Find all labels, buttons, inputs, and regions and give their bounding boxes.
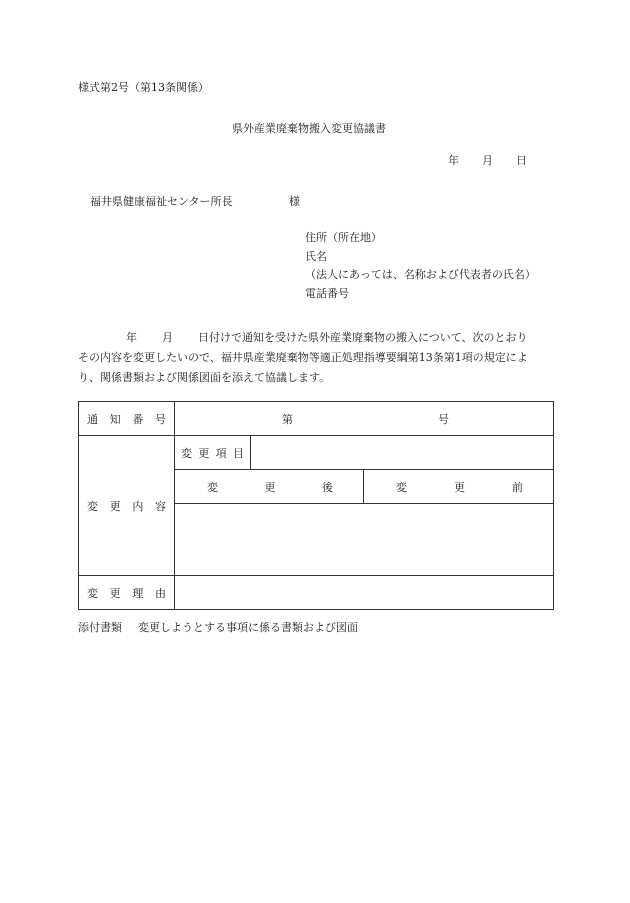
addressee-name: 福井県健康福祉センター所長 — [90, 195, 233, 208]
after-char: 後 — [322, 480, 333, 494]
change-form-table — [78, 401, 554, 610]
change-reason-char: 更 — [109, 586, 121, 600]
change-content-label-cell — [79, 436, 175, 576]
change-reason-label-cell — [79, 576, 175, 610]
change-item-field[interactable] — [251, 436, 554, 470]
attachments-label: 添付書類 — [78, 621, 122, 634]
body-text-line2: その内容を変更したいので、福井県産業廃棄物等適正処理指導要綱第13条第1項の規定によ — [78, 351, 528, 364]
notice-number-char: 番 — [132, 412, 144, 426]
number-suffix: 号 — [438, 412, 449, 426]
before-char: 更 — [454, 480, 465, 494]
form-number: 様式第2号（第13条関係） — [78, 81, 209, 94]
change-item-label-cell — [175, 436, 251, 470]
date-month: 月 — [482, 154, 493, 167]
change-content-char: 更 — [109, 499, 121, 513]
body-month: 月 — [162, 331, 173, 344]
change-item-char: 更 — [198, 446, 210, 460]
number-prefix: 第 — [282, 412, 293, 426]
before-char: 変 — [396, 480, 407, 494]
change-content-field[interactable] — [175, 504, 554, 576]
body-text-line3: り、関係書類および関係図面を添えて協議します。 — [78, 371, 331, 384]
change-content-char: 内 — [132, 499, 144, 513]
after-change-header — [175, 470, 364, 504]
date-year: 年 — [448, 154, 459, 167]
change-item-char: 目 — [232, 446, 244, 460]
notice-number-char: 通 — [87, 412, 98, 426]
date-day: 日 — [516, 154, 527, 167]
change-reason-char: 理 — [132, 586, 144, 600]
notice-number-char: 知 — [109, 412, 121, 426]
change-item-char: 変 — [181, 446, 192, 460]
before-char: 前 — [512, 480, 523, 494]
change-reason-field[interactable] — [175, 576, 554, 610]
change-reason-char: 由 — [154, 586, 166, 600]
change-content-char: 変 — [87, 499, 98, 513]
addressee-honorific: 様 — [289, 195, 300, 208]
notice-number-label-cell — [79, 402, 175, 436]
notice-number-char: 号 — [154, 412, 166, 426]
after-char: 変 — [207, 480, 218, 494]
change-content-char: 容 — [154, 499, 166, 513]
document-title: 県外産業廃棄物搬入変更協議書 — [232, 122, 386, 135]
body-text-line1: 日付けで通知を受けた県外産業廃棄物の搬入について、次のとおり — [198, 331, 528, 344]
change-item-char: 項 — [215, 446, 227, 460]
applicant-address-label: 住所（所在地） — [305, 231, 382, 244]
attachments-text: 変更しようとする事項に係る書類および図面 — [138, 621, 358, 634]
notice-number-field[interactable] — [175, 402, 554, 436]
applicant-name-label: 氏名 — [305, 250, 327, 263]
before-change-header — [364, 470, 554, 504]
body-year: 年 — [126, 331, 137, 344]
change-reason-char: 変 — [87, 586, 98, 600]
applicant-phone-label: 電話番号 — [305, 287, 349, 300]
applicant-note: （法人にあっては、名称および代表者の氏名） — [305, 268, 536, 281]
after-char: 更 — [264, 480, 276, 494]
